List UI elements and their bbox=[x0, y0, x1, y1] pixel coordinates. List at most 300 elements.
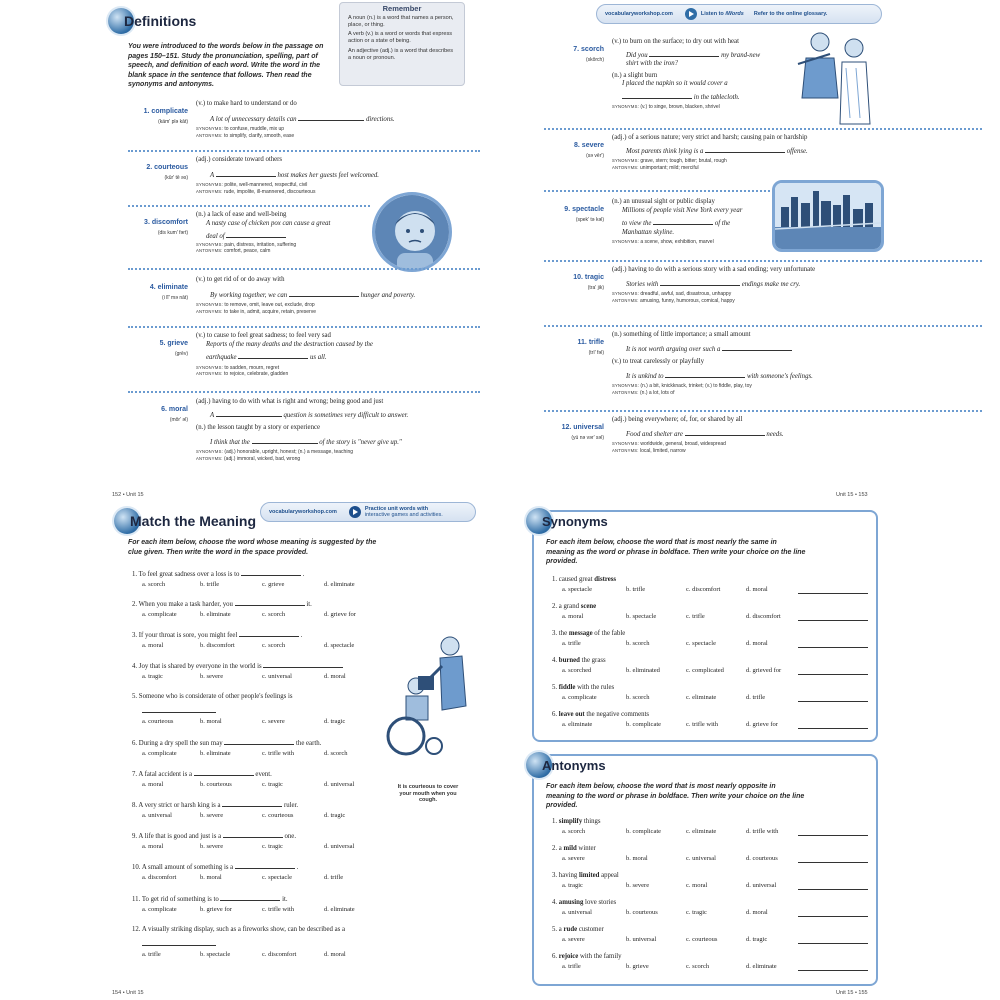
answer-option[interactable]: a. eliminate bbox=[562, 721, 593, 728]
match-question bbox=[132, 570, 450, 590]
listen-label[interactable]: Listen to bbox=[700, 11, 724, 17]
answer-option[interactable]: a. moral bbox=[562, 613, 584, 620]
entry-pronunciation: (kûr' tē əs) bbox=[164, 175, 188, 181]
answer-line[interactable] bbox=[798, 620, 868, 621]
question-text-end: . bbox=[299, 632, 303, 639]
answer-line[interactable] bbox=[798, 593, 868, 594]
entry-complicate bbox=[132, 100, 480, 146]
entry-word: 4. eliminate bbox=[149, 284, 188, 291]
answer-option[interactable]: b. scorch bbox=[626, 694, 650, 701]
answer-option[interactable]: d. scorch bbox=[324, 750, 348, 757]
choice-item bbox=[552, 603, 970, 622]
entry-pronunciation: (trī' fəl) bbox=[588, 350, 604, 356]
answer-option[interactable]: a. tragic bbox=[142, 673, 163, 680]
answer-option[interactable]: a. trifle bbox=[142, 951, 161, 958]
syn-label: SYNONYMS: bbox=[196, 364, 223, 370]
definitions-title: Definitions bbox=[124, 13, 197, 29]
answer-option[interactable]: c. discomfort bbox=[686, 586, 721, 593]
answer-option[interactable]: b. severe bbox=[200, 673, 224, 680]
answer-blank[interactable] bbox=[142, 940, 216, 946]
entry-example-end: deal of bbox=[206, 233, 225, 240]
entry-word: 1. complicate bbox=[143, 108, 188, 115]
entry-definition: (adj.) having to do with a serious story with a sad ending; very unfortunate bbox=[612, 266, 816, 273]
answer-line[interactable] bbox=[798, 728, 868, 729]
item-text: 2. a grand bbox=[552, 603, 581, 610]
item-text: 3. having bbox=[552, 872, 579, 879]
answer-option[interactable]: d. tragic bbox=[324, 812, 346, 819]
entry-pronunciation: (sə vēr') bbox=[586, 153, 604, 159]
entry-synonyms: dreadful, awful, sad, disastrous, unhappy bbox=[640, 291, 732, 297]
entry-antonyms: comfort, peace, calm bbox=[224, 248, 271, 254]
answer-option[interactable]: a. complicate bbox=[142, 611, 177, 618]
item-text-end: the grass bbox=[579, 657, 606, 664]
answer-option[interactable]: b. trifle bbox=[626, 586, 646, 593]
question-text: 5. Someone who is considerate of other people's feelings is bbox=[132, 693, 293, 700]
choice-item bbox=[552, 845, 970, 864]
site-link[interactable]: vocabularyworkshop.com bbox=[605, 11, 673, 17]
answer-option[interactable]: c. scorch bbox=[262, 642, 286, 649]
answer-option[interactable]: a. moral bbox=[142, 642, 164, 649]
entry-eliminate bbox=[132, 276, 480, 322]
entry-grieve bbox=[132, 332, 480, 388]
answer-option[interactable]: d. eliminate bbox=[324, 581, 355, 588]
question-text: 8. A very strict or harsh king is a bbox=[132, 802, 221, 809]
entry-example: It is not worth arguing over such a bbox=[626, 345, 721, 353]
answer-blank[interactable] bbox=[241, 570, 301, 576]
answer-option[interactable]: a. scorch bbox=[562, 828, 586, 835]
answer-blank[interactable] bbox=[235, 600, 305, 606]
answer-option[interactable]: b. scorch bbox=[626, 640, 650, 647]
entry-example-end: question is sometimes very difficult to answer. bbox=[283, 411, 409, 419]
entry-example: A bbox=[210, 171, 215, 179]
answer-option[interactable]: a. moral bbox=[142, 843, 164, 850]
answer-line[interactable] bbox=[798, 674, 868, 675]
answer-blank[interactable] bbox=[223, 832, 283, 838]
answer-blank[interactable] bbox=[142, 707, 216, 713]
answer-option[interactable]: d. grieve for bbox=[746, 721, 778, 728]
answer-option[interactable]: b. grieve bbox=[626, 963, 649, 970]
entry-example-mid: earthquake bbox=[206, 354, 237, 361]
entry-pronunciation: (käm' plə kāt) bbox=[158, 119, 188, 125]
answer-line[interactable] bbox=[798, 701, 868, 702]
entry-example-2-end: with someone's feelings. bbox=[746, 372, 813, 380]
answer-option[interactable]: d. tragic bbox=[746, 936, 768, 943]
answer-option[interactable]: b. severe bbox=[200, 812, 224, 819]
answer-line[interactable] bbox=[798, 916, 868, 917]
answer-option[interactable]: a. spectacle bbox=[562, 586, 592, 593]
separator bbox=[544, 325, 982, 327]
item-text-end: things bbox=[582, 818, 601, 825]
answer-option[interactable]: c. eliminate bbox=[686, 828, 717, 835]
answer-option[interactable]: a. moral bbox=[142, 781, 164, 788]
entry-example-end: shirt with the iron? bbox=[626, 60, 679, 67]
question-text-end: ruler. bbox=[282, 802, 299, 809]
choice-item bbox=[552, 872, 970, 891]
entry-example: A nasty case of chicken pox can cause a great bbox=[206, 219, 331, 227]
answer-option[interactable]: b. complicate bbox=[626, 828, 662, 835]
question-text-end: . bbox=[301, 571, 305, 578]
answer-option[interactable]: d. trifle bbox=[324, 874, 344, 881]
audio-icon[interactable] bbox=[685, 8, 697, 20]
separator bbox=[544, 260, 982, 262]
answer-blank[interactable] bbox=[665, 372, 745, 378]
games-icon[interactable] bbox=[349, 506, 361, 518]
separator bbox=[128, 391, 480, 393]
answer-option[interactable]: a. tragic bbox=[562, 882, 583, 889]
answer-option[interactable]: c. moral bbox=[686, 882, 708, 889]
syn-label: SYNONYMS: bbox=[196, 302, 223, 307]
answer-blank[interactable] bbox=[224, 739, 294, 745]
definitions-intro: You were introduced to the words below in the passage on pages 150–151. Study the pronunciation, spelling, part of speech, and definition of each word. Write the word in the blank space in the sentence that follows. Then read the synonyms and antonyms. bbox=[128, 43, 324, 88]
item-boldface: leave out bbox=[558, 711, 585, 718]
item-boldface: fiddle bbox=[558, 684, 576, 691]
separator bbox=[128, 326, 480, 328]
choice-item bbox=[552, 657, 970, 676]
entry-example: A lot of unnecessary details can bbox=[210, 115, 297, 123]
answer-option[interactable]: c. trifle with bbox=[262, 906, 294, 913]
entry-definition: (v.) to get rid of or do away with bbox=[196, 276, 285, 283]
ant-label: ANTONYMS: bbox=[612, 389, 639, 395]
answer-blank[interactable] bbox=[252, 438, 318, 444]
entry-synonyms: pain, distress, irritation, suffering bbox=[224, 241, 297, 248]
answer-option[interactable]: b. moral bbox=[200, 718, 222, 725]
entry-synonyms: (n.) a bit, knickknack, trinket; (v.) to fiddle, play, toy bbox=[640, 383, 752, 389]
answer-blank[interactable] bbox=[622, 93, 692, 99]
answer-option[interactable]: a. trifle bbox=[562, 963, 581, 970]
item-boldface: limited bbox=[579, 872, 600, 879]
choice-item bbox=[552, 576, 970, 595]
separator bbox=[128, 268, 480, 270]
answer-option[interactable]: c. trifle with bbox=[686, 721, 718, 728]
answer-option[interactable]: c. tragic bbox=[262, 781, 283, 788]
answer-option[interactable]: b. eliminated bbox=[626, 667, 660, 674]
entry-definition: (adj.) of a serious nature; very strict and harsh; causing pain or hardship bbox=[612, 134, 808, 141]
entry-definition: (adj.) being everywhere; of, for, or shared by all bbox=[612, 416, 743, 423]
entry-example-mid2: of the bbox=[714, 220, 731, 227]
question-text: 10. A small amount of something is a bbox=[132, 864, 234, 871]
answer-option[interactable]: c. courteous bbox=[262, 812, 294, 819]
answer-line[interactable] bbox=[798, 647, 868, 648]
entry-example-end: us all. bbox=[309, 354, 327, 361]
entry-pronunciation: (yü nə vər' səl) bbox=[571, 435, 604, 441]
separator bbox=[544, 128, 982, 130]
answer-blank[interactable] bbox=[685, 430, 765, 436]
practice-text[interactable] bbox=[365, 506, 443, 518]
entry-word: 2. courteous bbox=[146, 164, 188, 171]
match-question bbox=[132, 801, 450, 821]
answer-option[interactable]: a. severe bbox=[562, 936, 585, 943]
answer-option[interactable]: d. grieved for bbox=[746, 667, 782, 674]
answer-line[interactable] bbox=[798, 862, 868, 863]
entry-synonyms: to confuse, muddle, mix up bbox=[224, 126, 285, 132]
answer-option[interactable]: d. trifle bbox=[746, 694, 766, 701]
answer-blank[interactable] bbox=[239, 631, 299, 637]
page-152 bbox=[0, 0, 500, 500]
answer-option[interactable]: a. universal bbox=[142, 812, 172, 819]
answer-option[interactable]: a. universal bbox=[562, 909, 592, 916]
syn-label: SYNONYMS: bbox=[612, 383, 639, 388]
answer-blank[interactable] bbox=[216, 411, 282, 417]
entry-universal bbox=[548, 416, 980, 462]
remember-box bbox=[339, 2, 465, 86]
syn-label: SYNONYMS: bbox=[196, 241, 223, 247]
item-text-end: customer bbox=[577, 926, 604, 933]
item-boldface: message bbox=[568, 630, 593, 637]
page-footer: Unit 15 • 155 bbox=[836, 990, 868, 996]
answer-option[interactable]: d. tragic bbox=[324, 718, 346, 725]
entry-word: 5. grieve bbox=[159, 340, 188, 347]
answer-option[interactable]: b. spectacle bbox=[200, 951, 231, 958]
entry-example-mid: my brand-new bbox=[721, 51, 761, 59]
answer-option[interactable]: d. moral bbox=[324, 951, 346, 958]
item-text: 4. bbox=[552, 899, 559, 906]
answer-blank[interactable] bbox=[660, 280, 740, 286]
page-footer: Unit 15 • 153 bbox=[836, 492, 868, 498]
entry-word: 8. severe bbox=[574, 142, 604, 149]
entry-synonyms: polite, well-mannered, respectful, civil bbox=[224, 182, 308, 188]
answer-option[interactable]: c. spectacle bbox=[686, 640, 716, 647]
answer-option[interactable]: c. tragic bbox=[686, 909, 707, 916]
entry-discomfort bbox=[132, 211, 370, 261]
answer-option[interactable]: c. trifle with bbox=[262, 750, 294, 757]
answer-option[interactable]: c. complicated bbox=[686, 667, 724, 674]
entry-definition-2: (n.) the lesson taught by a story or experience bbox=[196, 424, 321, 431]
answer-option[interactable]: b. courteous bbox=[626, 909, 658, 916]
item-boldface: simplify bbox=[558, 818, 583, 825]
answer-option[interactable]: d. eliminate bbox=[746, 963, 777, 970]
answer-blank[interactable] bbox=[226, 232, 286, 238]
answer-blank[interactable] bbox=[194, 770, 254, 776]
entry-synonyms: to sadden, mourn, regret bbox=[224, 364, 280, 371]
item-boldface: amusing bbox=[558, 899, 584, 906]
entry-synonyms: to remove, omit, leave out, exclude, drop bbox=[224, 302, 315, 308]
site-link[interactable]: vocabularyworkshop.com bbox=[269, 509, 337, 515]
answer-option[interactable]: b. complicate bbox=[626, 721, 662, 728]
answer-blank[interactable] bbox=[235, 863, 295, 869]
item-text: 5. bbox=[552, 684, 559, 691]
answer-line[interactable] bbox=[798, 943, 868, 944]
entry-word: 3. discomfort bbox=[144, 219, 188, 226]
entry-synonyms: grave, stern; tough, bitter; brutal, rough bbox=[640, 158, 727, 164]
ant-label: ANTONYMS: bbox=[196, 132, 223, 138]
answer-blank[interactable] bbox=[705, 147, 785, 153]
entry-example: Reports of the many deaths and the destruction caused by the bbox=[206, 340, 373, 348]
ant-label: ANTONYMS: bbox=[196, 248, 223, 253]
ant-label: ANTONYMS: bbox=[612, 297, 639, 303]
answer-option[interactable]: b. eliminate bbox=[200, 611, 231, 618]
question-text: 6. During a dry spell the sun may bbox=[132, 740, 223, 747]
answer-option[interactable]: a. complicate bbox=[562, 694, 597, 701]
question-text: 1. To feel great sadness over a loss is to bbox=[132, 571, 240, 578]
answer-option[interactable]: b. grieve for bbox=[200, 906, 232, 913]
answer-option[interactable]: d. moral bbox=[746, 640, 768, 647]
answer-option[interactable]: a. trifle bbox=[562, 640, 581, 647]
answer-option[interactable]: c. scorch bbox=[262, 611, 286, 618]
item-boldface: rejoice bbox=[558, 953, 579, 960]
entry-tragic bbox=[548, 266, 980, 322]
syn-label: SYNONYMS: bbox=[612, 158, 639, 163]
entry-example: Did you bbox=[626, 51, 648, 59]
question-text: 3. If your throat is sore, you might feel bbox=[132, 632, 238, 639]
syn-label: SYNONYMS: bbox=[612, 104, 639, 109]
question-text-end: one. bbox=[282, 833, 297, 840]
answer-line[interactable] bbox=[798, 889, 868, 890]
entry-example: Most parents think lying is a bbox=[626, 147, 704, 155]
answer-option[interactable]: a. complicate bbox=[142, 906, 177, 913]
answer-option[interactable]: c. discomfort bbox=[262, 951, 297, 958]
entry-example: Stories with bbox=[626, 280, 659, 288]
glossary-link[interactable]: Refer to the online glossary. bbox=[753, 11, 828, 17]
answer-blank[interactable] bbox=[653, 219, 713, 225]
page-154 bbox=[0, 500, 500, 1000]
remember-noun: A noun (n.) is a word that names a person, place, or thing. bbox=[348, 14, 454, 28]
entry-synonyms: worldwide, general, broad, widespread bbox=[640, 441, 726, 447]
choice-item bbox=[552, 926, 970, 945]
syn-label: SYNONYMS: bbox=[196, 449, 223, 454]
answer-blank[interactable] bbox=[220, 895, 280, 901]
entry-example: Millions of people visit New York every year bbox=[622, 206, 743, 214]
entry-antonyms: (n.) a lot, lots of bbox=[640, 389, 675, 396]
choice-item bbox=[552, 630, 970, 649]
wheelchair-illustration bbox=[380, 626, 476, 762]
item-text: 2. a bbox=[552, 845, 564, 852]
remember-adjective: An adjective (adj.) is a word that describes a noun or pronoun. bbox=[348, 47, 454, 61]
answer-blank[interactable] bbox=[289, 291, 359, 297]
item-text-end: with the family bbox=[578, 953, 622, 960]
practice-text-2: interactive games and activities. bbox=[364, 512, 443, 518]
entry-synonyms: (adj.) honorable, upright, honest; (n.) a message, teaching bbox=[224, 449, 354, 455]
question-text: 4. Joy that is shared by everyone in the world is bbox=[132, 663, 262, 670]
answer-blank[interactable] bbox=[222, 801, 282, 807]
entry-pronunciation: (dis kum' fərt) bbox=[157, 230, 188, 236]
entry-pronunciation: (skôrch) bbox=[585, 57, 604, 63]
answer-option[interactable]: c. eliminate bbox=[686, 694, 717, 701]
item-boldface: mild bbox=[563, 845, 577, 852]
answer-option[interactable]: c. severe bbox=[262, 718, 285, 725]
answer-blank[interactable] bbox=[649, 51, 719, 57]
answer-option[interactable]: d. grieve for bbox=[324, 611, 356, 618]
page-footer: 154 • Unit 15 bbox=[112, 990, 144, 996]
question-text: 7. A fatal accident is a bbox=[132, 771, 193, 778]
answer-option[interactable]: b. eliminate bbox=[200, 750, 231, 757]
answer-option[interactable]: c. scorch bbox=[686, 963, 710, 970]
entry-word: 6. moral bbox=[161, 406, 188, 413]
answer-option[interactable]: b. courteous bbox=[200, 781, 232, 788]
match-heading bbox=[114, 508, 256, 534]
item-boldface: distress bbox=[594, 576, 617, 583]
item-text: 3. the bbox=[552, 630, 569, 637]
answer-blank[interactable] bbox=[238, 353, 308, 359]
answer-option[interactable]: d. moral bbox=[746, 586, 768, 593]
answer-option[interactable]: d. courteous bbox=[746, 855, 778, 862]
entry-pronunciation: (spek' tə kəl) bbox=[575, 217, 604, 223]
entry-definition: (v.) to make hard to understand or do bbox=[196, 100, 297, 107]
entry-word: 11. trifle bbox=[577, 339, 604, 346]
answer-blank[interactable] bbox=[298, 115, 364, 121]
answer-line[interactable] bbox=[798, 835, 868, 836]
answer-option[interactable]: d. universal bbox=[324, 781, 355, 788]
answer-option[interactable]: b. severe bbox=[200, 843, 224, 850]
item-text-end: love stories bbox=[583, 899, 617, 906]
answer-option[interactable]: a. scorch bbox=[142, 581, 166, 588]
choice-item bbox=[552, 684, 970, 703]
answer-option[interactable]: c. grieve bbox=[262, 581, 285, 588]
item-text-end: with the rules bbox=[575, 684, 615, 691]
answer-option[interactable]: b. universal bbox=[626, 936, 657, 943]
practice-text-1: Practice unit words with bbox=[364, 506, 429, 512]
answer-option[interactable]: b. spectacle bbox=[626, 613, 657, 620]
match-question bbox=[132, 832, 450, 852]
answer-option[interactable]: c. trifle bbox=[686, 613, 705, 620]
answer-option[interactable]: b. moral bbox=[626, 855, 648, 862]
answer-option[interactable]: c. courteous bbox=[686, 936, 718, 943]
entry-severe bbox=[548, 134, 980, 184]
answer-option[interactable]: b. severe bbox=[626, 882, 650, 889]
choice-item bbox=[552, 953, 970, 972]
answer-blank[interactable] bbox=[216, 171, 276, 177]
answer-option[interactable]: d. discomfort bbox=[746, 613, 781, 620]
answer-option[interactable]: d. moral bbox=[324, 673, 346, 680]
ant-label: ANTONYMS: bbox=[196, 308, 223, 314]
answer-blank[interactable] bbox=[722, 345, 792, 351]
answer-option[interactable]: a. scorched bbox=[562, 667, 592, 674]
remember-verb: A verb (v.) is a word or words that express action or a state of being. bbox=[348, 31, 453, 45]
entry-example-end: Manhattan skyline. bbox=[622, 228, 675, 236]
answer-option[interactable]: d. eliminate bbox=[324, 906, 355, 913]
answer-option[interactable]: a. discomfort bbox=[142, 874, 177, 881]
entry-definition: (adj.) having to do with what is right and wrong; being good and just bbox=[196, 398, 384, 405]
answer-option[interactable]: a. severe bbox=[562, 855, 585, 862]
answer-option[interactable]: c. universal bbox=[262, 673, 292, 680]
entry-example-2: I think that the bbox=[210, 438, 250, 446]
entry-antonyms: (adj.) immoral, wicked, bad, wrong bbox=[224, 455, 301, 462]
answer-option[interactable]: c. universal bbox=[686, 855, 716, 862]
entry-example-end: directions. bbox=[365, 115, 395, 123]
entry-definition: (v.) to cause to feel great sadness; to feel very sad bbox=[196, 332, 331, 339]
ant-label: ANTONYMS: bbox=[196, 188, 223, 194]
answer-option[interactable]: b. moral bbox=[200, 874, 222, 881]
answer-line[interactable] bbox=[798, 970, 868, 971]
answer-option[interactable]: c. spectacle bbox=[262, 874, 292, 881]
entry-antonyms: unimportant; mild; merciful bbox=[640, 164, 699, 171]
answer-option[interactable]: a. courteous bbox=[142, 718, 174, 725]
entry-synonyms: (v.) to singe, brown, blacken, shrivel bbox=[640, 104, 720, 110]
question-text-end: . bbox=[294, 864, 299, 871]
iwords-label[interactable]: iWords bbox=[725, 11, 744, 17]
entry-antonyms: amusing, funny, humorous, comical, happy bbox=[640, 297, 735, 304]
answer-option[interactable]: c. tragic bbox=[262, 843, 283, 850]
answer-blank[interactable] bbox=[263, 662, 343, 668]
answer-option[interactable]: b. trifle bbox=[200, 581, 220, 588]
entry-example-end: endings make me cry. bbox=[741, 280, 801, 288]
answer-option[interactable]: d. universal bbox=[324, 843, 355, 850]
answer-option[interactable]: b. discomfort bbox=[200, 642, 235, 649]
answer-option[interactable]: d. trifle with bbox=[746, 828, 779, 835]
synonyms-intro: For each item below, choose the word that is most nearly the same in meaning as the word or phrase in boldface. Then write your choice on the line provided. bbox=[546, 539, 806, 565]
entry-example: A bbox=[210, 411, 215, 419]
glossary-banner bbox=[596, 4, 882, 24]
answer-option[interactable]: a. complicate bbox=[142, 750, 177, 757]
entry-word: 9. spectacle bbox=[564, 206, 604, 213]
answer-option[interactable]: d. moral bbox=[746, 909, 768, 916]
question-text-end: it. bbox=[304, 601, 312, 608]
choice-item bbox=[552, 711, 970, 730]
page-153 bbox=[500, 0, 1000, 500]
answer-option[interactable]: d. spectacle bbox=[324, 642, 355, 649]
answer-option[interactable]: d. universal bbox=[746, 882, 777, 889]
entry-example-2-end: in the tablecloth. bbox=[693, 93, 740, 101]
item-text: 5. a bbox=[552, 926, 564, 933]
